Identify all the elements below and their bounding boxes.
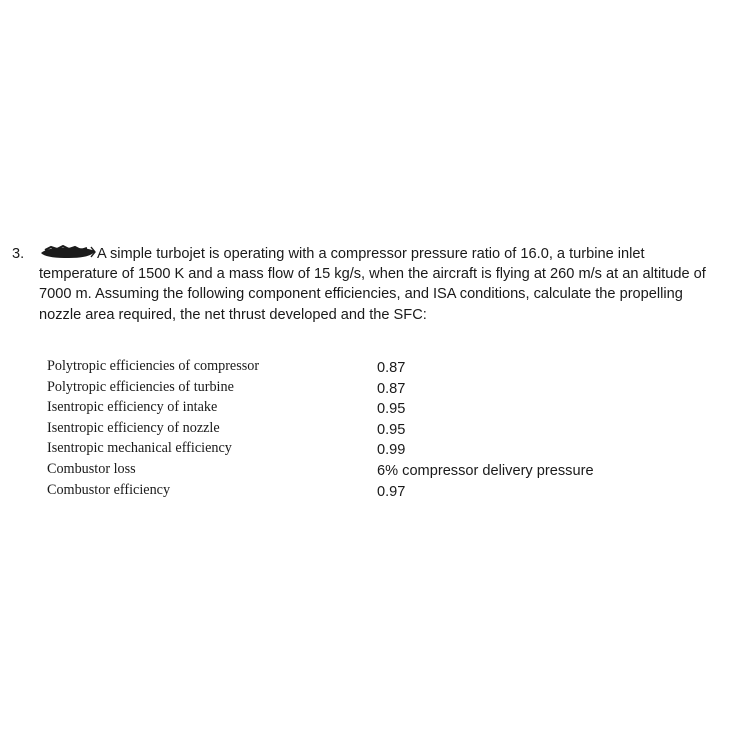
question-block — [12, 244, 712, 325]
parameter-row — [47, 377, 707, 398]
parameter-row — [47, 438, 707, 459]
parameter-label: Polytropic efficiencies of compressor — [47, 358, 260, 374]
parameter-label: Isentropic mechanical efficiency — [47, 440, 232, 457]
parameter-value: 0.87 — [377, 380, 406, 397]
parameter-value: 0.95 — [377, 421, 406, 438]
parameter-value: 0.87 — [377, 360, 406, 376]
parameter-row — [47, 356, 707, 377]
parameter-table — [47, 356, 707, 500]
parameter-label: Combustor efficiency — [47, 481, 171, 498]
parameter-row — [47, 418, 707, 439]
parameter-value: 0.97 — [377, 483, 406, 500]
parameter-value: 6% compressor delivery pressure — [377, 462, 594, 479]
question-body — [39, 244, 712, 325]
parameter-value: 0.95 — [377, 401, 406, 418]
question-number: 3. — [12, 246, 25, 262]
parameter-row — [47, 459, 707, 480]
redaction-mark — [39, 245, 97, 260]
parameter-value: 0.99 — [377, 442, 406, 459]
question-text: A simple turbojet is operating with a compressor pressure ratio of 16.0, a turbine inlet temperature of 1500 K and a mass flow of 15 kg/s, when the aircraft is flying at 260 m/s at an altitude of 7000 m. Assuming the following component efficiencies, and ISA conditions, calculate the propelling nozzle area required, the net thrust developed and the SFC: — [39, 246, 706, 323]
parameter-row — [47, 397, 707, 418]
parameter-label: Polytropic efficiencies of turbine — [47, 378, 234, 395]
parameter-label: Isentropic efficiency of nozzle — [47, 419, 220, 436]
parameter-label: Isentropic efficiency of intake — [47, 399, 218, 416]
parameter-label: Combustor loss — [47, 460, 136, 477]
parameter-row — [47, 480, 707, 501]
